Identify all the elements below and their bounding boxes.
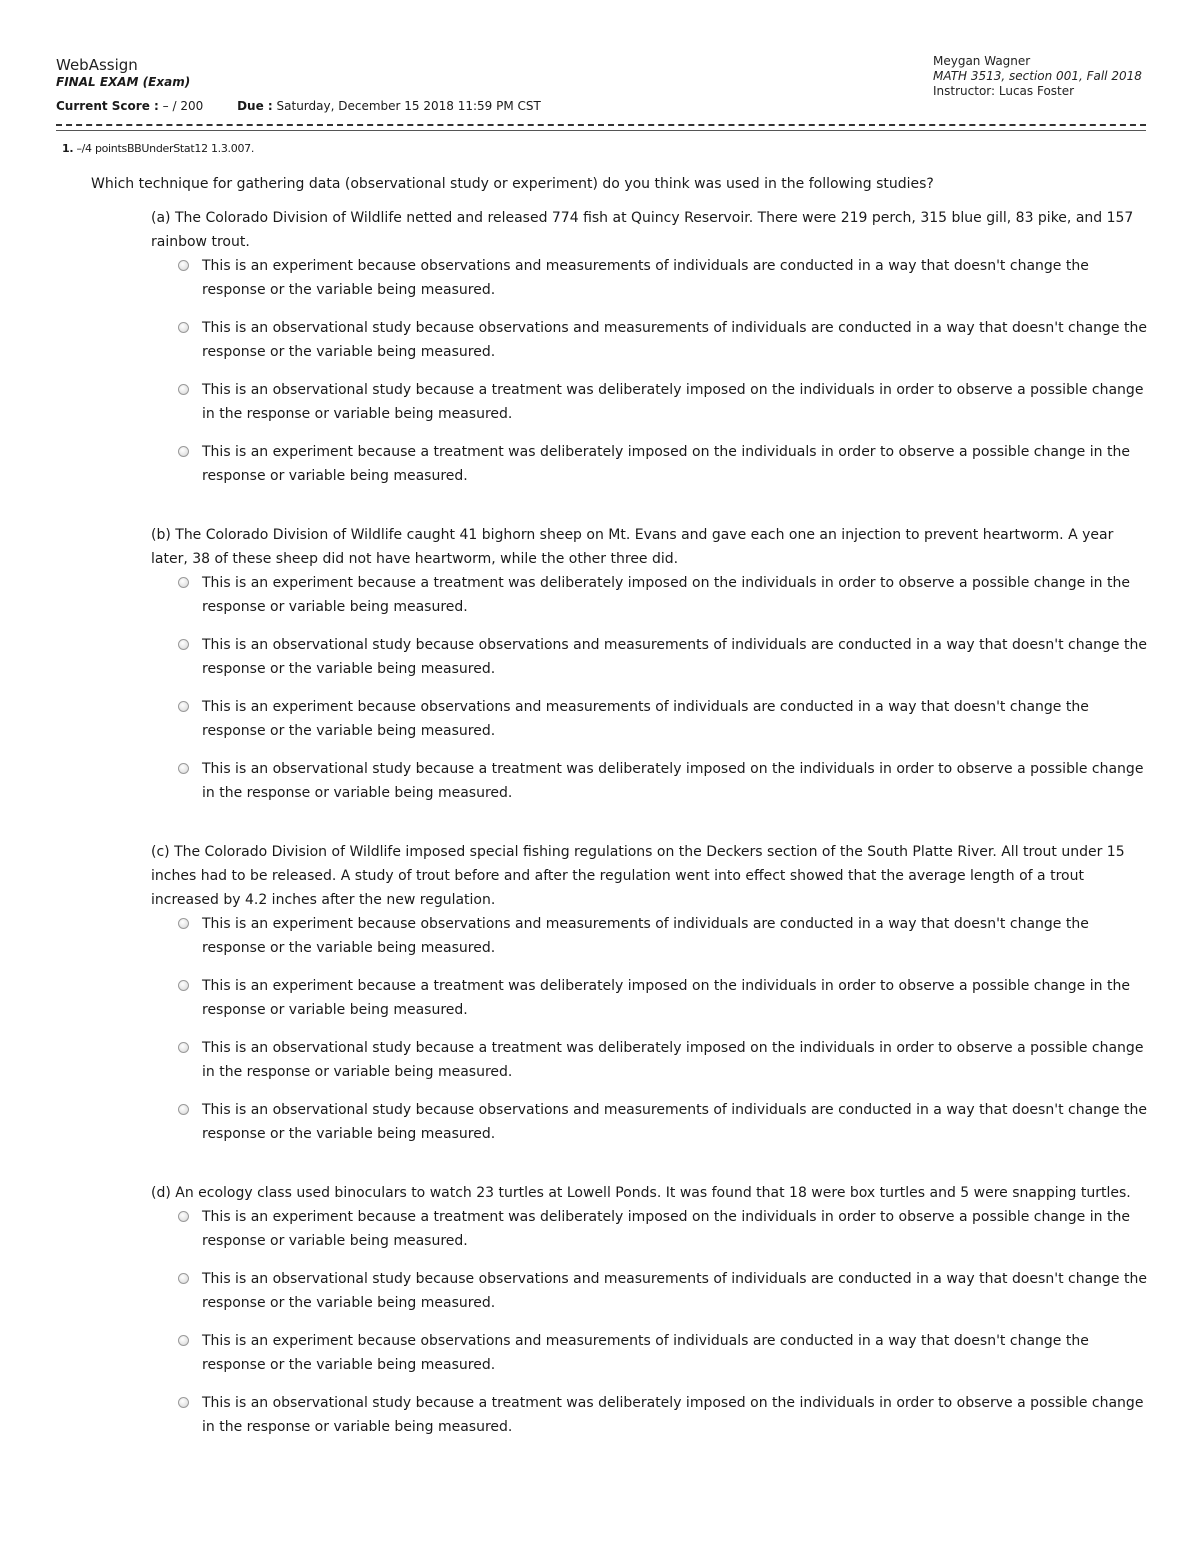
instructor-info: Instructor: Lucas Foster bbox=[933, 84, 1075, 98]
radio-button[interactable] bbox=[178, 1273, 189, 1284]
answer-option[interactable] bbox=[151, 912, 1151, 960]
question-prompt: Which technique for gathering data (observational study or experiment) do you think was used in the following studies? bbox=[91, 176, 934, 192]
answer-option[interactable] bbox=[151, 757, 1151, 805]
question-code: BBUnderStat12 1.3.007. bbox=[126, 142, 255, 155]
question-part-d bbox=[151, 1181, 1151, 1439]
answer-option[interactable] bbox=[151, 1267, 1151, 1315]
option-label: This is an experiment because observations and measurements of individuals are conducted in a way that doesn't change the response or the variable being measured. bbox=[202, 916, 1089, 956]
score-label: Current Score : bbox=[56, 99, 159, 113]
brand-name: WebAssign bbox=[56, 56, 138, 74]
option-label: This is an experiment because observations and measurements of individuals are conducted in a way that doesn't change the response or the variable being measured. bbox=[202, 258, 1089, 298]
question-parts bbox=[151, 206, 1151, 1474]
due-value: Saturday, December 15 2018 11:59 PM CST bbox=[276, 99, 541, 113]
option-label: This is an observational study because a treatment was deliberately imposed on the individuals in order to observe a possible change in the response or variable being measured. bbox=[202, 761, 1144, 801]
radio-button[interactable] bbox=[178, 918, 189, 929]
answer-option[interactable] bbox=[151, 695, 1151, 743]
radio-button[interactable] bbox=[178, 1397, 189, 1408]
question-part-b bbox=[151, 523, 1151, 805]
option-label: This is an experiment because observations and measurements of individuals are conducted in a way that doesn't change the response or the variable being measured. bbox=[202, 699, 1089, 739]
option-label: This is an experiment because a treatment was deliberately imposed on the individuals in order to observe a possible change in the response or variable being measured. bbox=[202, 575, 1130, 615]
header-divider bbox=[56, 124, 1146, 131]
radio-button[interactable] bbox=[178, 763, 189, 774]
answer-option[interactable] bbox=[151, 974, 1151, 1022]
part-text: (a) The Colorado Division of Wildlife netted and released 774 fish at Quincy Reservoir. There were 219 perch, 315 blue gill, 83 pike, and 157 rainbow trout. bbox=[151, 210, 1134, 250]
option-label: This is an observational study because a treatment was deliberately imposed on the individuals in order to observe a possible change in the response or variable being measured. bbox=[202, 1040, 1144, 1080]
question-part-c bbox=[151, 840, 1151, 1146]
radio-button[interactable] bbox=[178, 446, 189, 457]
answer-option[interactable] bbox=[151, 1098, 1151, 1146]
option-label: This is an observational study because observations and measurements of individuals are conducted in a way that doesn't change the response or the variable being measured. bbox=[202, 1271, 1147, 1311]
radio-button[interactable] bbox=[178, 1104, 189, 1115]
radio-button[interactable] bbox=[178, 639, 189, 650]
option-label: This is an observational study because a treatment was deliberately imposed on the individuals in order to observe a possible change in the response or variable being measured. bbox=[202, 382, 1144, 422]
header-right bbox=[933, 54, 1142, 99]
question-number: 1. bbox=[62, 142, 74, 155]
answer-option[interactable] bbox=[151, 254, 1151, 302]
part-text: (b) The Colorado Division of Wildlife caught 41 bighorn sheep on Mt. Evans and gave each one an injection to prevent heartworm. A year later, 38 of these sheep did not have heartworm, while the other three did. bbox=[151, 527, 1114, 567]
radio-button[interactable] bbox=[178, 384, 189, 395]
question-part-a bbox=[151, 206, 1151, 488]
radio-button[interactable] bbox=[178, 322, 189, 333]
option-label: This is an experiment because a treatment was deliberately imposed on the individuals in order to observe a possible change in the response or variable being measured. bbox=[202, 978, 1130, 1018]
answer-option[interactable] bbox=[151, 316, 1151, 364]
exam-title: FINAL EXAM (Exam) bbox=[56, 75, 191, 89]
answer-option[interactable] bbox=[151, 1036, 1151, 1084]
option-label: This is an observational study because observations and measurements of individuals are conducted in a way that doesn't change the response or the variable being measured. bbox=[202, 637, 1147, 677]
answer-option[interactable] bbox=[151, 571, 1151, 619]
option-label: This is an experiment because a treatment was deliberately imposed on the individuals in order to observe a possible change in the response or variable being measured. bbox=[202, 444, 1130, 484]
score-value: – / 200 bbox=[162, 99, 204, 113]
radio-button[interactable] bbox=[178, 577, 189, 588]
part-text: (c) The Colorado Division of Wildlife imposed special fishing regulations on the Deckers section of the South Platte River. All trout under 15 inches had to be released. A study of trout before and after the regulation went into effect showed that the average length of a trout increased by 4.2 inches after the new regulation. bbox=[151, 844, 1125, 908]
option-label: This is an observational study because observations and measurements of individuals are conducted in a way that doesn't change the response or the variable being measured. bbox=[202, 1102, 1147, 1142]
question-points: –/4 points bbox=[76, 142, 127, 155]
option-label: This is an experiment because a treatment was deliberately imposed on the individuals in order to observe a possible change in the response or variable being measured. bbox=[202, 1209, 1130, 1249]
option-label: This is an observational study because observations and measurements of individuals are conducted in a way that doesn't change the response or the variable being measured. bbox=[202, 320, 1147, 360]
answer-option[interactable] bbox=[151, 378, 1151, 426]
radio-button[interactable] bbox=[178, 1335, 189, 1346]
answer-option[interactable] bbox=[151, 1329, 1151, 1377]
course-info: MATH 3513, section 001, Fall 2018 bbox=[933, 69, 1142, 83]
answer-option[interactable] bbox=[151, 1391, 1151, 1439]
radio-button[interactable] bbox=[178, 260, 189, 271]
radio-button[interactable] bbox=[178, 701, 189, 712]
option-label: This is an observational study because a treatment was deliberately imposed on the individuals in order to observe a possible change in the response or variable being measured. bbox=[202, 1395, 1144, 1435]
answer-option[interactable] bbox=[151, 440, 1151, 488]
radio-button[interactable] bbox=[178, 1211, 189, 1222]
option-label: This is an experiment because observations and measurements of individuals are conducted in a way that doesn't change the response or the variable being measured. bbox=[202, 1333, 1089, 1373]
radio-button[interactable] bbox=[178, 1042, 189, 1053]
score-line bbox=[56, 98, 541, 114]
header-left bbox=[56, 56, 541, 114]
due-label: Due : bbox=[237, 99, 273, 113]
answer-option[interactable] bbox=[151, 633, 1151, 681]
part-text: (d) An ecology class used binoculars to watch 23 turtles at Lowell Ponds. It was found that 18 were box turtles and 5 were snapping turtles. bbox=[151, 1185, 1131, 1201]
question-header bbox=[62, 141, 254, 157]
user-name: Meygan Wagner bbox=[933, 54, 1031, 68]
due-block bbox=[237, 98, 541, 114]
radio-button[interactable] bbox=[178, 980, 189, 991]
answer-option[interactable] bbox=[151, 1205, 1151, 1253]
